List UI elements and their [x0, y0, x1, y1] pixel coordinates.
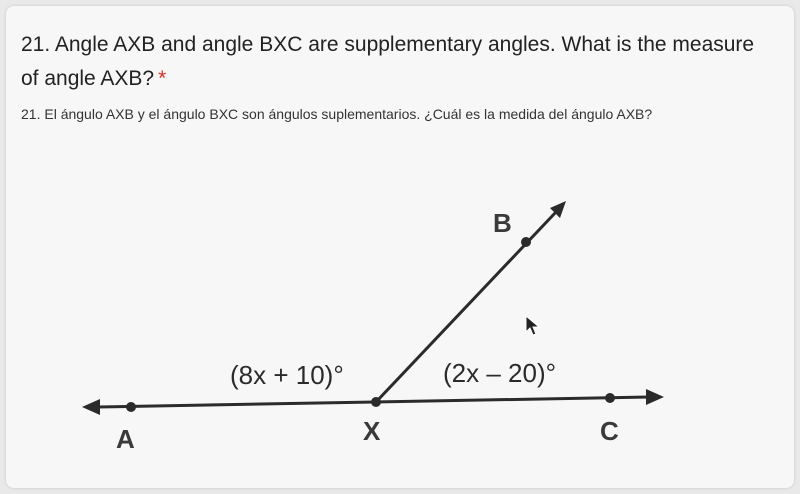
question-description: 21. El ángulo AXB y el ángulo BXC son ángulos suplementarios. ¿Cuál es la medida del ángulo AXB?	[21, 106, 653, 122]
question-title-text: 21. Angle AXB and angle BXC are supplementary angles. What is the measure of angle AXB?	[21, 33, 755, 90]
point-b	[521, 237, 531, 247]
point-x	[371, 397, 381, 407]
label-c: C	[600, 416, 619, 446]
arrow-right-icon	[646, 389, 664, 405]
mouse-pointer-icon	[525, 315, 541, 337]
point-c	[605, 393, 615, 403]
required-marker: *	[158, 67, 167, 90]
arrow-left-icon	[82, 399, 100, 415]
label-b: B	[493, 208, 512, 238]
label-a: A	[116, 424, 135, 454]
angle-axb-label: (8x + 10)°	[230, 360, 344, 390]
angle-bxc-label: (2x – 20)°	[443, 358, 557, 388]
point-a	[126, 402, 136, 412]
label-x: X	[363, 416, 381, 446]
